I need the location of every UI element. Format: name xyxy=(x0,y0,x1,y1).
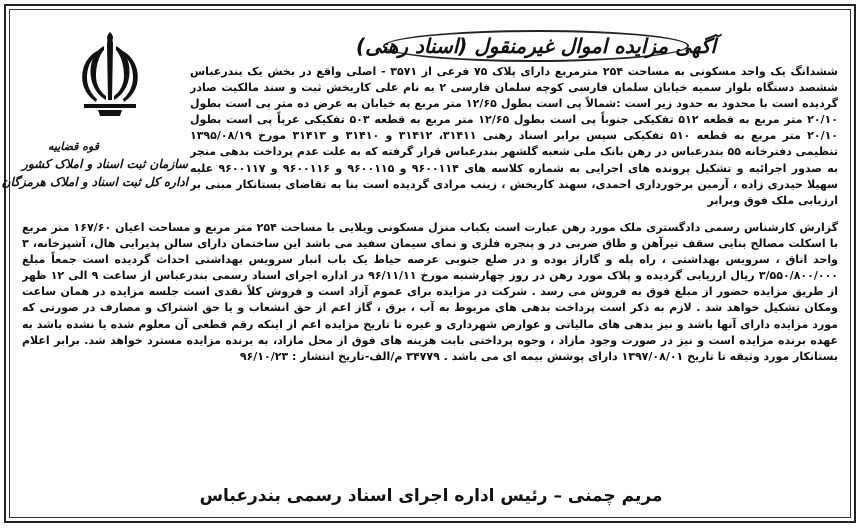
department-name: اداره کل ثبت اسناد و املاک هرمزگان xyxy=(1,175,188,189)
notice-title xyxy=(355,26,717,66)
notice-title-text: آگهی مزایده اموال غیرمنقول (اسناد رهنی) xyxy=(355,34,717,58)
signature: مریم چمنی – رئیس اداره اجرای اسناد رسمی بندرعباس xyxy=(199,486,663,506)
notice-body-bottom: گزارش کارشناس رسمی دادگستری ملک مورد رهن عبارت است یکباب منزل مسکونی ویلایی با مساحت ۲۵۴ متر مربع و مساحت اعیان ۱۶۷/۶۰ متر مربع با اسکلت مصالح بنایی سقف تیرآهن و طاق ضربی در و پنجره فلزی و نمای سیمان سفید می باشد این ساختمان دارای سالن پذیرایی هال، آشپزخانه، ۳ واحد اتاق ، سرویس بهداشتی ، راه پله و گاراژ بوده و در ضلع جنوبی عرصه حیاط یک باب انبار سرویس بهداشتی احداث گردیده است جمعاً مبلغ ۳/۵۵۰/۸۰۰/۰۰۰ ریال ارزیابی گردیده و پلاک مورد رهن در روز چهارشنبه مورخ ۹۶/۱۱/۱۱ در اداره اجرای اسناد رسمی بندرعباس از ساعت ۹ الی ۱۲ ظهر از طریق مزایده حضور از مبلغ فوق به فروش می رسد . شرکت در مزایده برای عموم آزاد است و فروش کلاً نقدی است جلسه مزایده در همان ساعت ومکان تشکیل خواهد شد . لازم به ذکر است پرداخت بدهی های مربوط به آب ، برق ، گاز اعم از حق انشعاب و یا حق اشتراک و مصارف در صورتی که مورد مزایده دارای آنها باشد و نیز بدهی های مالیاتی و عوارض شهرداری و غیره تا تاریخ مزایده اعم از اینکه رقم قطعی آن معلوم شده یا نشده باشد به عهده برنده مزایده است و نیز در صورت وجود مازاد ، وجوه پرداختی بابت هزینه های فوق از محل مازاد، به برنده مزایده مسترد خواهد شد. برابر اعلام بستانکار مورد وثیقه تا تاریخ ۱۳۹۷/۰۸/۰۱ دارای پوشش بیمه ای می باشد . ۳۴۷۷۹ م/الف-تاریخ انتشار : ۹۶/۱۰/۲۳ xyxy=(22,221,838,363)
notice-body-top: ششدانگ یک واحد مسکونی به مساحت ۲۵۴ مترمربع دارای پلاک ۷۵ فرعی از ۳۵۷۱ - اصلی واقع در بخش یک بندرعباس ششصد دستگاه بلوار سمیه خیابان سلمان فارسی کوچه سلمان فارسی ۲ به نام علی کاربخش ثبت و سند مالکیت صادر گردیده است با محدود به حدود زیر است :شمالاً پی است بطول ۱۲/۶۵ متر مربع به خیابان به عرض ده متر پی است بطول ۲۰/۱۰ متر مربع به قطعه ۵۱۲ تفکیکی جنوباً پی است بطول ۱۲/۶۵ متر مربع به قطعه ۵۰۳ تفکیکی غرباً پی است بطول ۲۰/۱۰ متر مربع به قطعه ۵۱۰ تفکیکی سپس برابر اسناد رهنی ۳۱۴۱۱، ۳۱۴۱۲ و ۳۱۴۱۰ و ۳۱۴۱۳ مورخ ۱۳۹۵/۰۸/۱۹ تنظیمی دفترخانه ۵۵ بندرعباس در رهن بانک ملی شعبه گلشهر بندرعباس قرار گرفته که به علت عدم پرداخت بدهی منجر به صدور اجرائیه و تشکیل پرونده های اجرایی به شماره کلاسه های ۹۶۰۰۱۱۴ و ۹۶۰۰۱۱۵ و ۹۶۰۰۱۱۶ و ۹۶۰۰۱۱۷ علیه سهیلا حیدری زاده ، آرمین برخورداری احمدی، سهند کاربخش ، زینب مرادی گردیده است بنا به تقاضای بستانکار مبنی بر ارزیابی ملک فوق وبرابر xyxy=(190,65,838,207)
judiciary-label: قوه قضاییه xyxy=(48,140,99,153)
iran-emblem-icon xyxy=(70,30,150,120)
organization-block xyxy=(1,140,188,189)
organization-name: سازمان ثبت اسناد و املاک کشور xyxy=(22,157,188,171)
